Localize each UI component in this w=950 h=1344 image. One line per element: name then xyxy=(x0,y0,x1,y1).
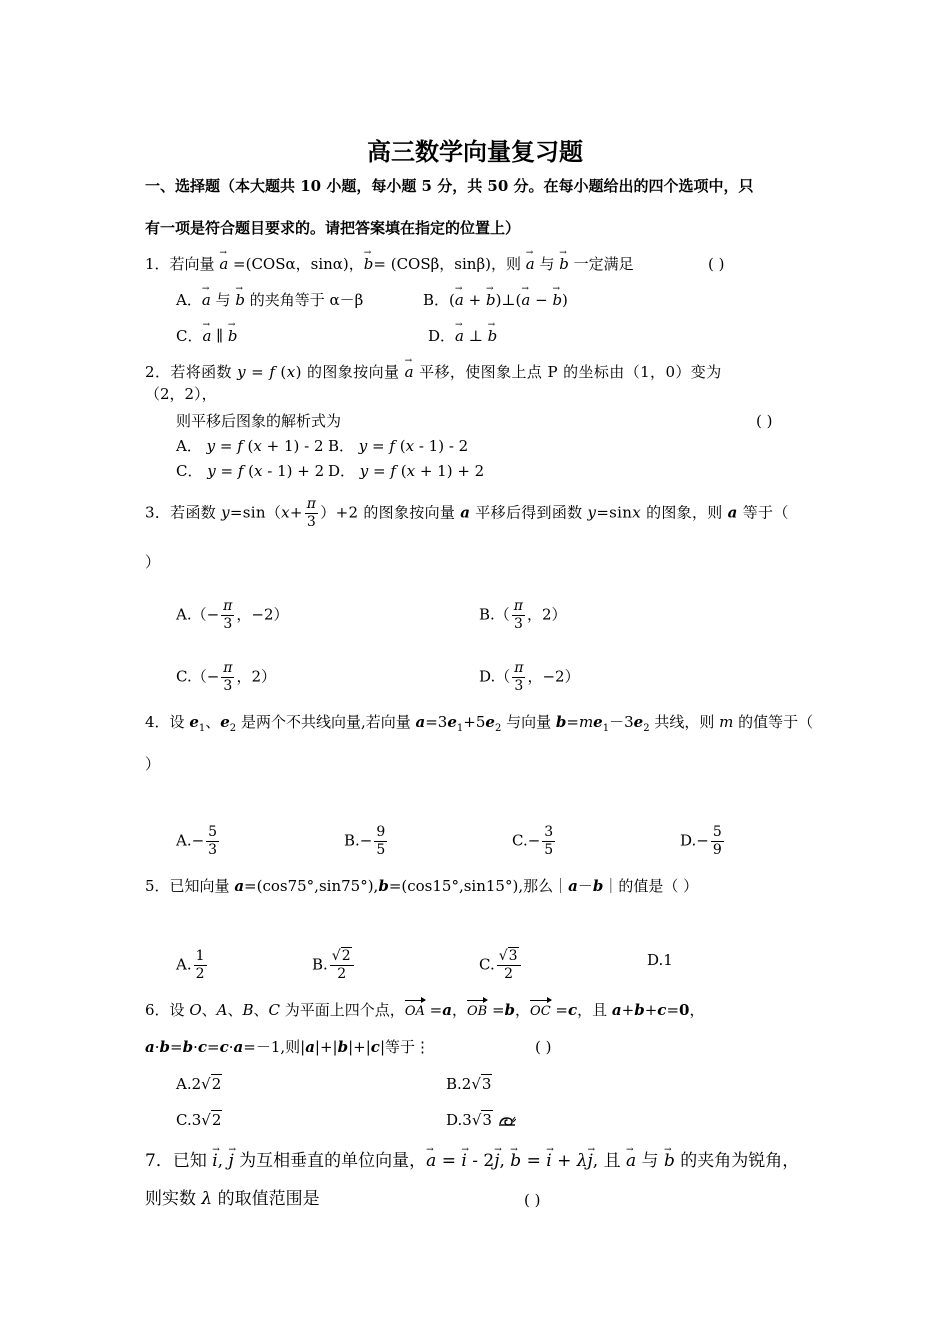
q1-stem: 1．若向量 → a =(COSα，sinα)，→ b= (COSβ，sinβ)，则 → a 与 → b 一定满足 xyxy=(145,254,634,274)
q2-option-c: C． y = f (x - 1) + 2 xyxy=(176,462,325,480)
q2-stem-line2: 则平移后图象的解析式为 xyxy=(176,412,342,430)
q5-option-d: D.1 xyxy=(647,951,673,969)
q6-option-c: C.3√2 xyxy=(176,1111,222,1129)
q3-option-d: D.（ $\frac{\pi}{3}$ ，−2） xyxy=(479,660,580,694)
q6-answer-paren: ( ) xyxy=(535,1038,552,1056)
q6-stem-line2: a·b=b·c=c·a=－1,则|a|+|b|+|c|等于⋮ xyxy=(145,1038,430,1056)
q1-option-d: D．→ a ⊥ → b xyxy=(428,326,497,346)
q6-option-a: A.2√2 xyxy=(176,1075,222,1093)
q6-option-d: D.3√3 xyxy=(446,1110,516,1130)
q7-stem-line2: 则实数 λ 的取值范围是 xyxy=(145,1189,320,1209)
q2-stem-line1b: （2，2）， xyxy=(145,385,217,403)
q5-stem: 5．已知向量 a=(cos75°,sin75°),b=(cos15°,sin15°),那么｜a－b｜的值是（ ） xyxy=(145,877,699,895)
q4-stem: 4．设 $e_1$、$e_2$ 是两个不共线向量,若向量 $a=3e_1+5e_2$ 与向量 $b=me_1-3e_2$ 共线，则 m 的值等于（ xyxy=(145,713,814,734)
q2-option-b: B． y = f (x - 1) - 2 xyxy=(328,437,469,455)
q3-stem: 3．若函数 y=sin（x+ $\frac{\pi}{3}$ ）+2 的图象按向量 a 平移后得到函数 y=sinx 的图象，则 a 等于（ xyxy=(145,496,789,530)
q4-option-a: A.− $\frac{5}{3}$ xyxy=(176,824,218,858)
q4-stem-end: ） xyxy=(145,755,161,773)
q1-option-a: A．→ a 与 → b 的夹角等于 α－β xyxy=(176,290,363,310)
q7-stem-line1: 7．已知 → i, → j 为互相垂直的单位向量，→ a = → i - 2→ j, → b = → i + λ→ j, 且 → a 与 → b 的夹角为锐角， xyxy=(145,1150,799,1172)
q6-option-b: B.2√3 xyxy=(446,1075,492,1093)
q4-option-d: D.− $\frac{5}{9}$ xyxy=(680,824,722,858)
decorative-snail-icon xyxy=(498,1115,516,1127)
q2-option-a: A． y = f (x + 1) - 2 xyxy=(176,437,324,455)
q5-option-b: B. $\frac{√2}{2}$ xyxy=(312,948,356,983)
q2-option-d: D． y = f (x + 1) + 2 xyxy=(328,462,485,480)
q3-stem-end: ） xyxy=(145,553,161,571)
q2-answer-paren: ( ) xyxy=(756,412,773,430)
q3-option-a: A.（− $\frac{\pi}{3}$ ，−2） xyxy=(176,598,289,632)
section-instructions-line1: 一、选择题（本大题共 10 小题，每小题 5 分，共 50 分。在每小题给出的四个选项中，只 xyxy=(145,177,754,195)
q1-option-c: C．→ a ∥ → b xyxy=(176,326,238,346)
q6-stem: 6．设 O、A、B、C 为平面上四个点，OA =a，OB =b，OC =c，且 a+b+c=0， xyxy=(145,1000,704,1022)
q7-answer-paren: ( ) xyxy=(524,1191,541,1209)
q2-stem-line1: 2．若将函数 y = f (x) 的图象按向量 → a 平移，使图象上点 P 的坐标由（1，0）变为 xyxy=(145,362,722,382)
q3-option-c: C.（− $\frac{\pi}{3}$ ，2） xyxy=(176,660,277,694)
q3-option-b: B.（ $\frac{\pi}{3}$ ，2） xyxy=(479,598,567,632)
q5-option-c: C. $\frac{√3}{2}$ xyxy=(479,948,523,983)
q4-option-b: B.− $\frac{9}{5}$ xyxy=(344,824,386,858)
q4-option-c: C.− $\frac{3}{5}$ xyxy=(512,824,554,858)
page-title: 高三数学向量复习题 xyxy=(367,138,583,166)
q1-answer-paren: ( ) xyxy=(708,255,725,273)
q5-option-a: A. $\frac{1}{2}$ xyxy=(176,948,205,982)
q1-option-b: B．(→ a + → b)⊥(→ a − → b) xyxy=(423,290,568,310)
section-instructions-line2: 有一项是符合题目要求的。请把答案填在指定的位置上） xyxy=(145,219,521,237)
